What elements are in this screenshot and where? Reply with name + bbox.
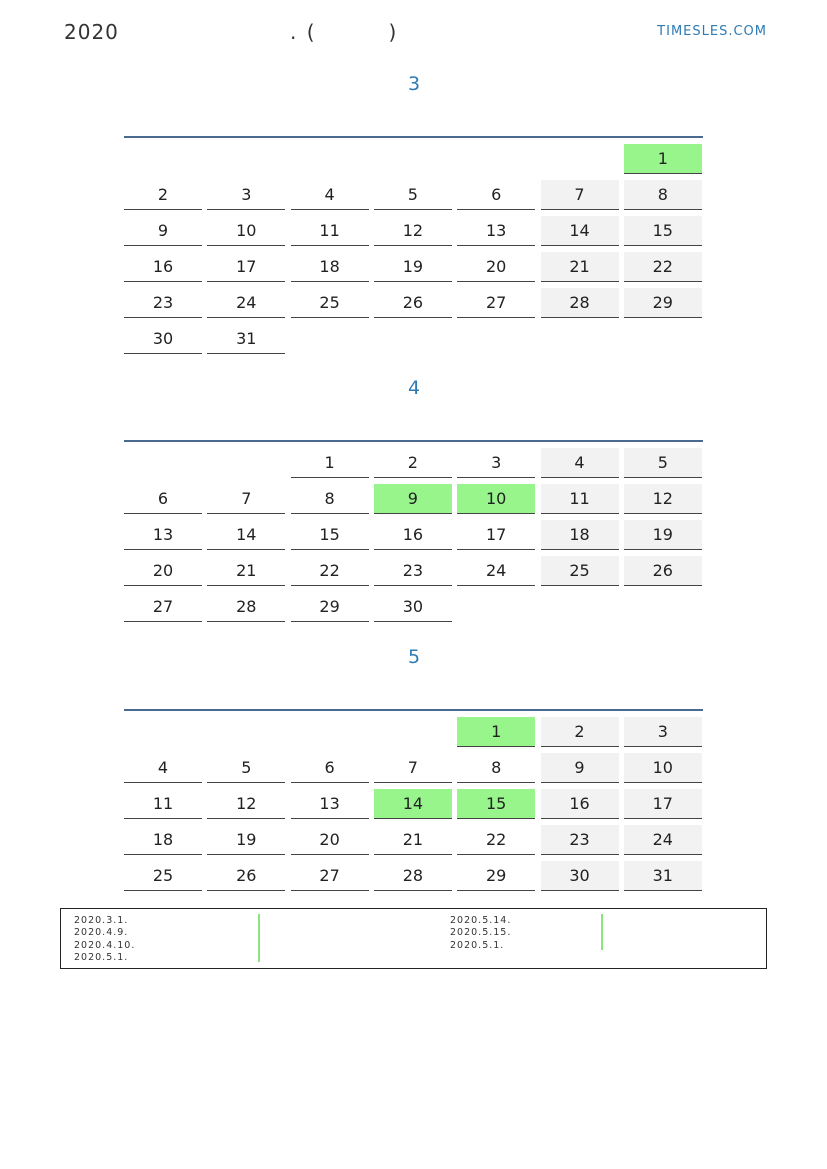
header-subtitle-right: ) [388,20,399,44]
day-cell: 20 [124,556,202,586]
day-cell: 23 [541,825,619,855]
holiday-day-cell: 10 [457,484,535,514]
holiday-day-cell: 1 [457,717,535,747]
day-cell: 10 [207,216,285,246]
day-cell: 2 [124,180,202,210]
day-cell: 11 [541,484,619,514]
day-cell: 22 [291,556,369,586]
day-cell: 14 [207,520,285,550]
day-cell: 19 [624,520,702,550]
day-cell: 8 [457,753,535,783]
day-cell: 4 [124,753,202,783]
day-cell: 9 [541,753,619,783]
day-cell: 7 [541,180,619,210]
day-cell: 7 [374,753,452,783]
day-cell: 26 [207,861,285,891]
day-cell: 21 [374,825,452,855]
day-cell: 16 [541,789,619,819]
day-cell: 17 [624,789,702,819]
day-cell: 24 [624,825,702,855]
day-cell: 16 [124,252,202,282]
day-cell: 23 [124,288,202,318]
day-cell: 30 [124,324,202,354]
day-cell: 5 [207,753,285,783]
legend-date: 2020.5.15. [450,927,512,939]
day-cell: 22 [457,825,535,855]
day-cell: 27 [457,288,535,318]
day-cell: 9 [124,216,202,246]
day-cell: 19 [207,825,285,855]
day-cell: 28 [207,592,285,622]
day-cell: 29 [624,288,702,318]
day-cell: 17 [207,252,285,282]
day-cell: 5 [624,448,702,478]
day-cell: 6 [124,484,202,514]
day-cell: 19 [374,252,452,282]
day-cell: 30 [541,861,619,891]
day-cell: 24 [457,556,535,586]
day-cell: 12 [207,789,285,819]
day-cell: 27 [291,861,369,891]
day-cell: 10 [624,753,702,783]
day-cell: 31 [624,861,702,891]
day-cell: 31 [207,324,285,354]
day-cell: 24 [207,288,285,318]
day-cell: 15 [624,216,702,246]
month-title: 4 [407,377,421,399]
day-cell: 18 [291,252,369,282]
legend-right-marker [601,914,603,950]
header-subtitle-left: . ( [290,20,317,44]
day-cell: 22 [624,252,702,282]
day-cell: 8 [624,180,702,210]
month-title: 5 [407,646,421,668]
day-cell: 25 [124,861,202,891]
day-cell: 12 [374,216,452,246]
day-cell: 3 [207,180,285,210]
day-cell: 28 [374,861,452,891]
day-cell: 3 [457,448,535,478]
day-cell: 6 [291,753,369,783]
day-cell: 7 [207,484,285,514]
legend-date: 2020.3.1. [74,915,129,926]
day-cell: 21 [541,252,619,282]
month-block [124,72,704,348]
day-cell: 13 [457,216,535,246]
legend-left-column [74,915,135,964]
day-cell: 2 [541,717,619,747]
legend-date: 2020.5.1. [74,951,129,963]
month-rule [124,440,703,442]
holiday-day-cell: 15 [457,789,535,819]
day-cell: 26 [374,288,452,318]
day-cell: 14 [541,216,619,246]
day-cell: 12 [624,484,702,514]
day-cell: 27 [124,592,202,622]
month-title: 3 [407,73,421,95]
day-cell: 11 [124,789,202,819]
day-cell: 21 [207,556,285,586]
legend-left-marker [258,914,260,962]
day-cell: 20 [291,825,369,855]
day-cell: 3 [624,717,702,747]
page-header [0,0,827,60]
day-cell: 13 [291,789,369,819]
day-cell: 15 [291,520,369,550]
day-cell: 11 [291,216,369,246]
day-cell: 29 [291,592,369,622]
legend-right-column [450,915,511,952]
legend-date: 2020.4.10. [74,939,136,951]
day-cell: 5 [374,180,452,210]
holiday-legend [60,908,767,969]
month-rule [124,136,703,138]
holiday-day-cell: 1 [624,144,702,174]
month-rule [124,709,703,711]
holiday-day-cell: 9 [374,484,452,514]
month-block [124,645,704,885]
legend-date: 2020.4.9. [74,927,129,939]
day-cell: 8 [291,484,369,514]
day-cell: 18 [124,825,202,855]
day-cell: 13 [124,520,202,550]
day-cell: 29 [457,861,535,891]
day-cell: 23 [374,556,452,586]
day-cell: 25 [291,288,369,318]
day-cell: 28 [541,288,619,318]
day-cell: 16 [374,520,452,550]
day-cell: 17 [457,520,535,550]
day-cell: 4 [291,180,369,210]
day-cell: 1 [291,448,369,478]
day-cell: 20 [457,252,535,282]
holiday-day-cell: 14 [374,789,452,819]
legend-date: 2020.5.14. [450,915,512,926]
month-block [124,376,704,616]
day-cell: 2 [374,448,452,478]
day-cell: 6 [457,180,535,210]
day-cell: 4 [541,448,619,478]
header-year: 2020 [64,20,119,44]
day-cell: 25 [541,556,619,586]
day-cell: 18 [541,520,619,550]
day-cell: 26 [624,556,702,586]
day-cell: 30 [374,592,452,622]
legend-date: 2020.5.1. [450,939,505,951]
site-link[interactable]: TIMESLES.COM [657,24,767,39]
header-subtitle [290,20,398,44]
